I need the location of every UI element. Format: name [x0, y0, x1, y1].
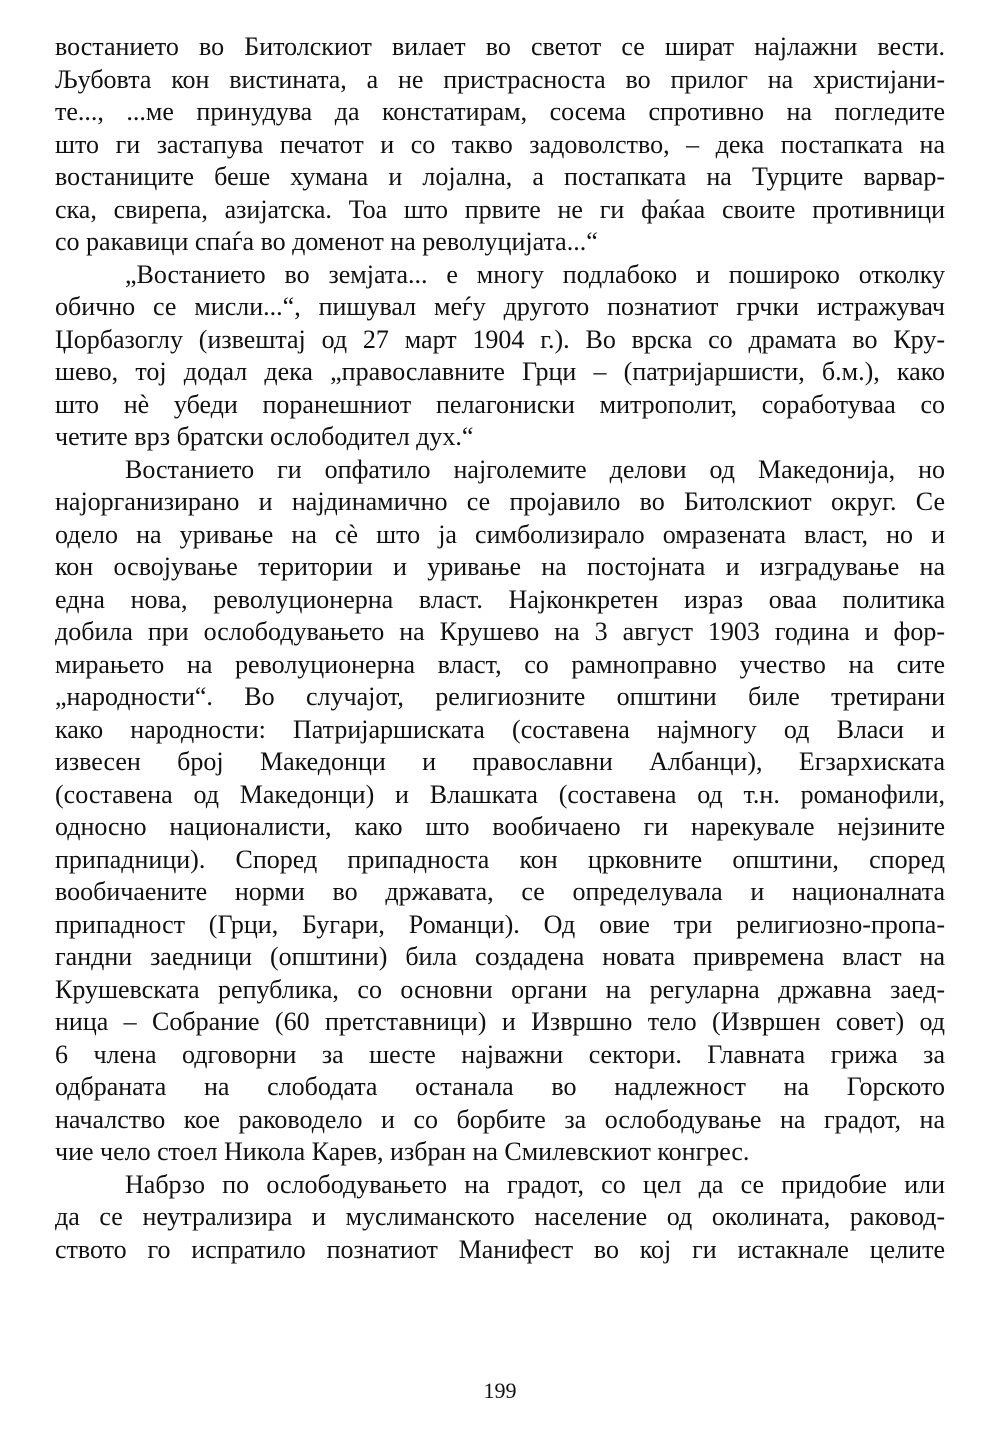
text-line: [55, 129, 945, 162]
text-line: [55, 811, 945, 844]
text-line: [55, 551, 945, 584]
text-line-content: добила при ослободувањето на Крушево на 3 август 1903 година и фор-: [55, 617, 945, 646]
paragraph: [55, 259, 945, 454]
text-line: [55, 616, 945, 649]
text-line: [55, 974, 945, 1007]
text-line-content: одбраната на слободата останала во надлежност на Горското: [55, 1072, 945, 1101]
text-line: [55, 746, 945, 779]
text-line: [55, 324, 945, 357]
text-line-content: ска, свирепа, азијатска. Тоа што првите не ги фаќаа своите противници: [55, 194, 945, 224]
text-line: [55, 31, 945, 64]
text-line: [55, 356, 945, 389]
text-line: [55, 584, 945, 617]
text-line-content: односно националисти, како што вообичаено ги нарекувале нејзините: [55, 812, 945, 841]
text-line-content: една нова, револуционерна власт. Најконкретен израз оваа политика: [55, 584, 945, 614]
text-line-content: најорганизирано и најдинамично се пројавило во Битолскиот округ. Се: [55, 487, 945, 516]
text-line-content: Љубовта кон вистината, а не пристрасноста во прилог на христијани-: [55, 64, 945, 94]
text-line: [55, 941, 945, 974]
text-line-content: обично се мисли...“, пишувал меѓу другото познатиот грчки истражувач: [55, 292, 945, 321]
page-number: 199: [483, 1378, 517, 1403]
text-line-content: гандни заедници (општини) била создадена новата привремена власт на: [55, 942, 945, 971]
text-line-content: одело на уривање на сè што ја симболизирало омразената власт, но и: [55, 519, 945, 549]
text-line: [55, 681, 945, 714]
text-line-content: те..., ...ме принудува да констатирам, сосема спротивно на погледите: [55, 97, 945, 126]
text-line-content: востаниците беше хумана и лојална, а постапката на Турците варвар-: [55, 162, 945, 191]
text-line: [55, 389, 945, 422]
text-line: [55, 194, 945, 227]
text-line: [55, 1201, 945, 1234]
text-line: [55, 486, 945, 519]
text-line-content: Крушевската република, со основни органи на регуларна државна заед-: [55, 974, 945, 1004]
text-line-content: началство кое раководело и со борбите за ослободување на градот, на: [55, 1104, 945, 1134]
text-line: [55, 1071, 945, 1104]
text-line-content: припадници). Според припадноста кон црковните општини, според: [55, 844, 945, 874]
text-line-content: припадност (Грци, Бугари, Романци). Од овие три религиозно-пропа-: [55, 909, 945, 939]
text-line-content: „Востанието во земјата... е многу подлабоко и пошироко отколку: [125, 259, 945, 289]
text-line: [55, 779, 945, 812]
text-line-content: Востанието ги опфатило најголемите делови од Македонија, но: [125, 454, 945, 484]
text-line: [55, 1104, 945, 1137]
text-line: [55, 1169, 945, 1202]
text-line-content: 6 члена одговорни за шесте најважни сектори. Главната грижа за: [55, 1039, 945, 1069]
text-line: [55, 1234, 945, 1267]
text-line-content: вообичаените норми во државата, се определувала и националната: [55, 877, 945, 906]
text-line-content: „народности“. Во случајот, религиозните општини биле третирани: [55, 682, 945, 711]
text-line: [55, 96, 945, 129]
text-line: [55, 1006, 945, 1039]
text-line-content: шево, тој додал дека „православните Грци – (патријаршисти, б.м.), како: [55, 357, 945, 386]
text-line-content: чие чело стоел Никола Карев, избран на Смилевскиот конгрес.: [55, 1137, 750, 1166]
paragraph: [55, 454, 945, 1169]
text-line-content: што ги застапува печатот и со такво задоволство, – дека постапката на: [55, 129, 945, 159]
body-text: [55, 31, 945, 1266]
text-line-content: четите врз братски ослободител дух.“: [55, 422, 474, 451]
text-line-content: Џорбазоглу (извештај од 27 март 1904 г.). Во врска со драмата во Кру-: [55, 324, 945, 354]
text-line: [55, 714, 945, 747]
text-line-content: со ракавици спаѓа во доменот на револуцијата...“: [55, 227, 598, 256]
text-line-content: ница – Собрание (60 претставници) и Извршно тело (Извршен совет) од: [55, 1007, 945, 1036]
text-line: [55, 519, 945, 552]
text-line: [55, 909, 945, 942]
text-line-content: кон освојување територии и уривање на постојната и изградување на: [55, 552, 945, 581]
text-line-content: како народности: Патријаршиската (составена најмногу од Власи и: [55, 714, 945, 744]
text-line: [55, 421, 945, 454]
text-line: [55, 454, 945, 487]
text-line-content: (составена од Македонци) и Влашката (составена од т.н. романофили,: [55, 779, 945, 809]
text-line: [55, 876, 945, 909]
text-line-content: да се неутрализира и муслиманското население од околината, раковод-: [55, 1202, 945, 1231]
text-line: [55, 259, 945, 292]
text-line: [55, 1039, 945, 1072]
text-line-content: мирањето на револуционерна власт, со рамноправно учество на сите: [55, 649, 945, 679]
text-line: [55, 161, 945, 194]
paragraph: [55, 1169, 945, 1267]
text-line: [55, 649, 945, 682]
text-line: [55, 64, 945, 97]
paragraph: [55, 31, 945, 259]
text-line-content: востанието во Битолскиот вилает во светот се шират најлажни вести.: [55, 32, 945, 61]
text-line: [55, 844, 945, 877]
text-line: [55, 1136, 945, 1169]
text-line: [55, 291, 945, 324]
text-line-content: извесен број Македонци и православни Албанци), Егзархиската: [55, 747, 945, 776]
text-line: [55, 226, 945, 259]
text-line-content: што нè убеди поранешниот пелагониски митрополит, соработуваа со: [55, 389, 945, 419]
text-line-content: Набрзо по ослободувањето на градот, со цел да се придобие или: [125, 1169, 945, 1199]
text-line-content: ството го испратило познатиот Манифест во кој ги истакнале целите: [55, 1234, 945, 1264]
